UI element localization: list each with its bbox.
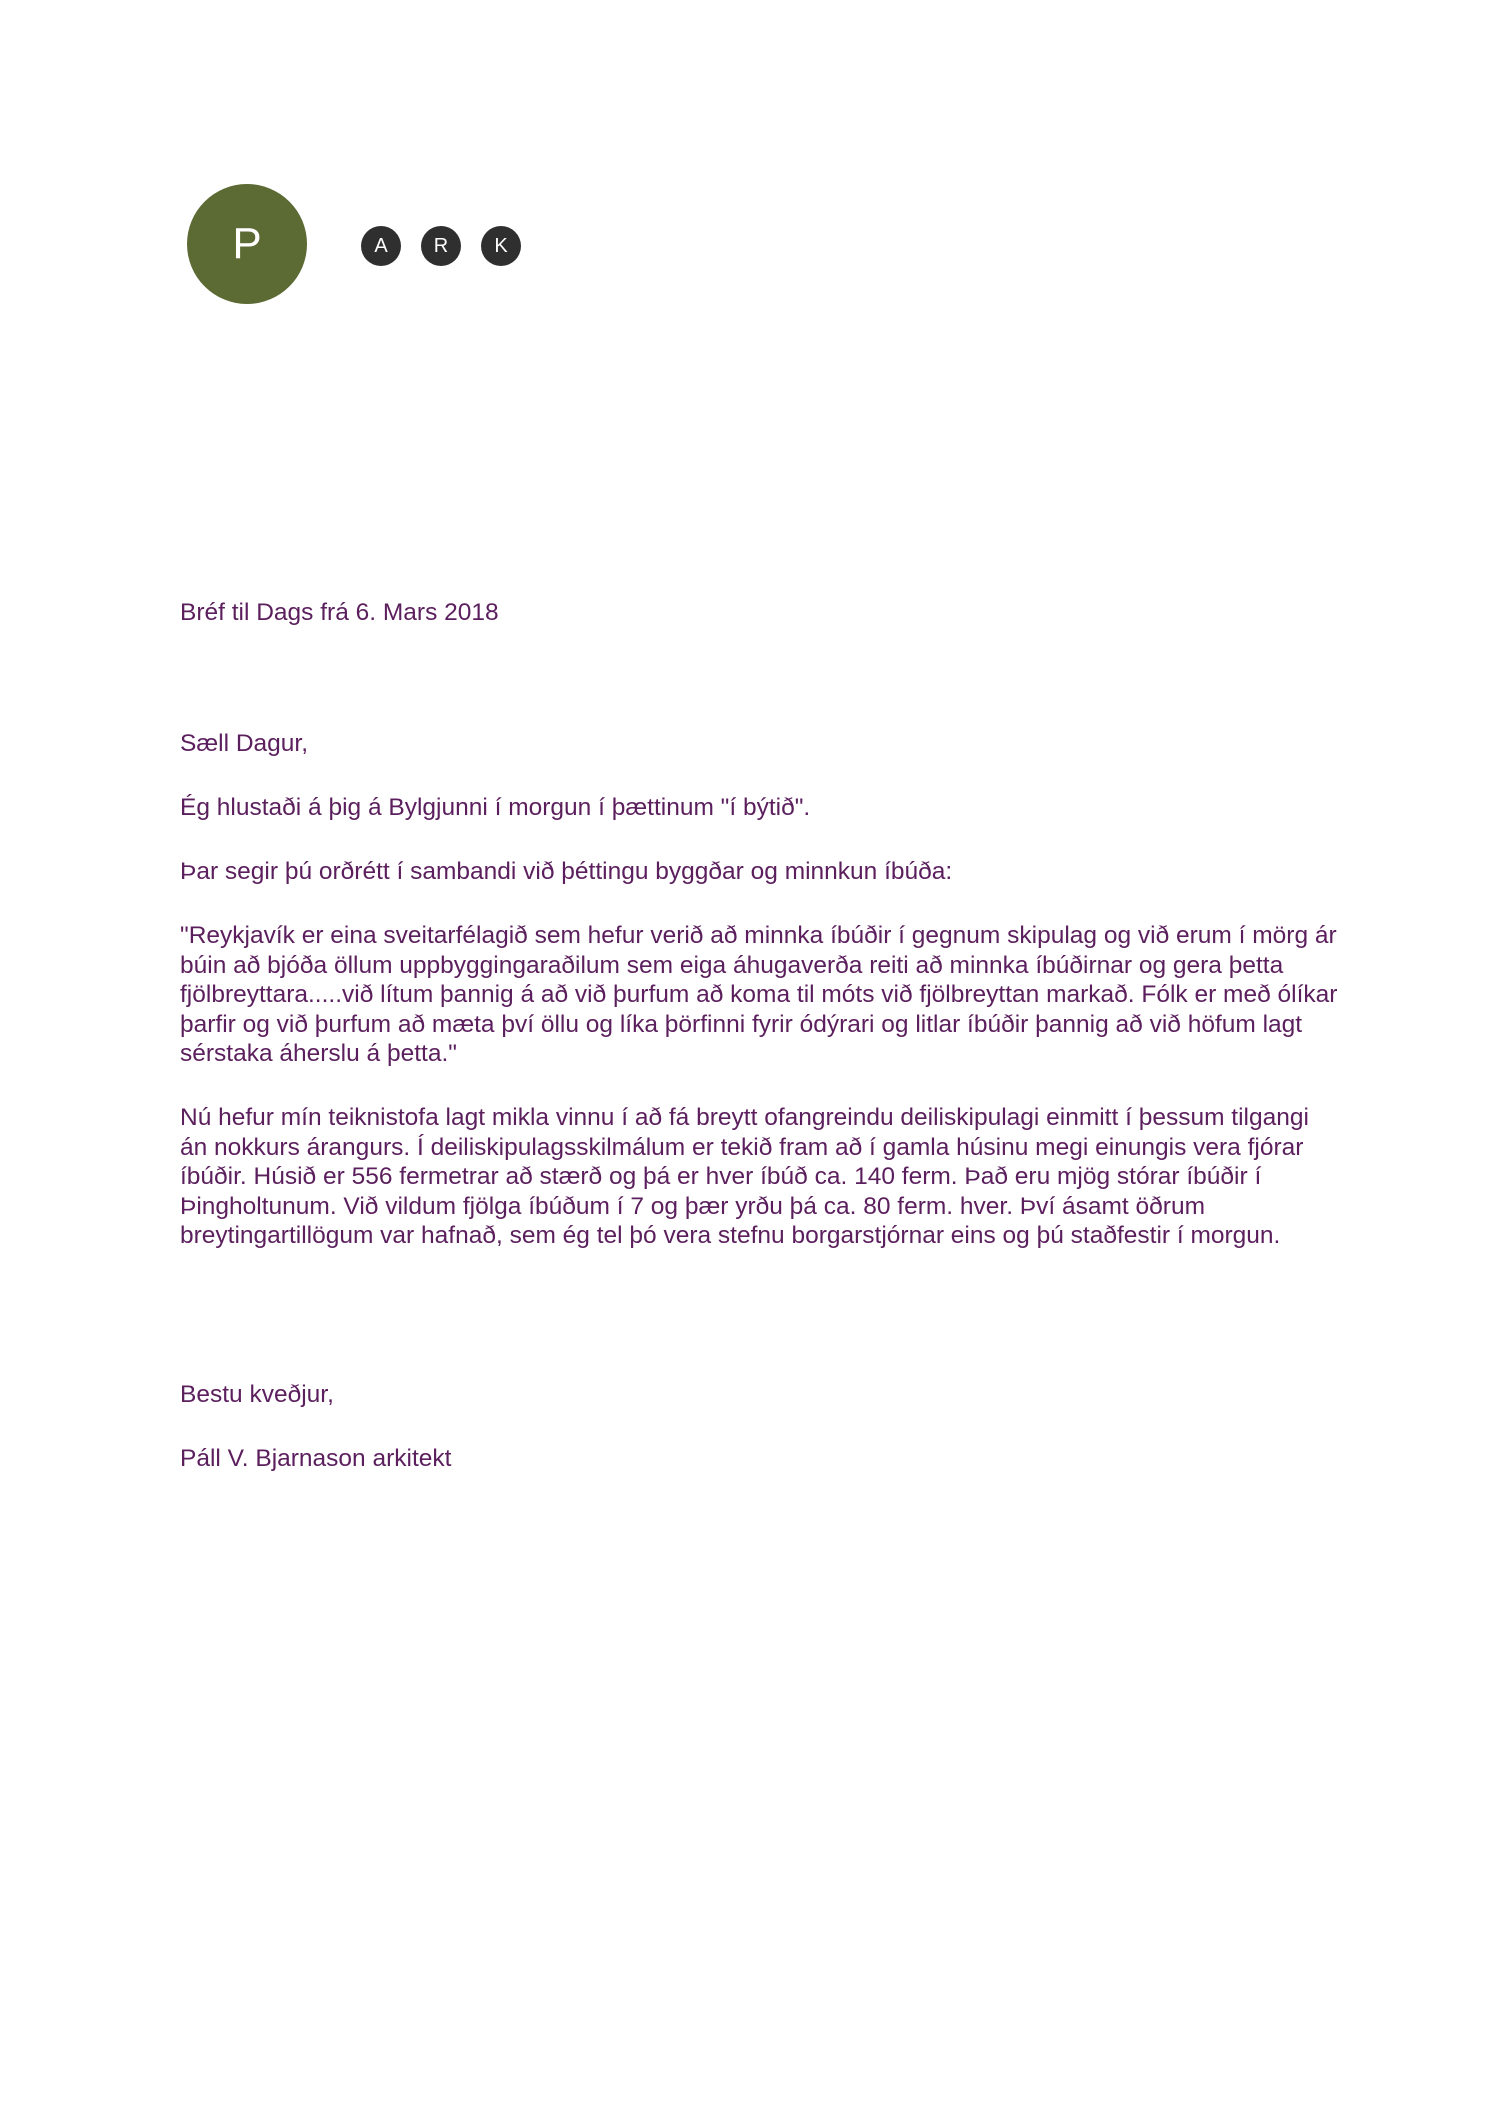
letter-signature xyxy=(180,1444,1340,1474)
closing-text: Bestu kveðjur, xyxy=(180,1381,334,1408)
letter-heading xyxy=(180,598,1340,628)
heading-text: Bréf til Dags frá 6. Mars 2018 xyxy=(180,599,499,626)
logo-a-circle: A xyxy=(361,226,401,266)
letter-closing xyxy=(180,1380,1340,1410)
quote-text: "Reykjavík er eina sveitarfélagið sem hefur verið að minnka íbúðir í gegnum skipulag og við erum í mörg ár búin að bjóða öllum uppbyggingaraðilum sem eiga áhugaverða reiti að minnka íbúðirnar og gera þetta fjölbreyttara.....við lítum þannig á að við þurfum að koma til móts við fjölbreyttan markað. Fólk er með ólíkar þarfir og við þurfum að mæta því öllu og líka þörfinni fyrir ódýrari og litlar íbúðir þannig að við höfum lagt sérstaka áherslu á þetta." xyxy=(180,922,1338,1067)
paragraph-3-text: Nú hefur mín teiknistofa lagt mikla vinnu í að fá breytt ofangreindu deiliskipulagi einmitt í þessum tilgangi án nokkurs árangurs. Í deiliskipulagsskilmálum er tekið fram að í gamla húsinu megi einungis vera fjórar íbúðir. Húsið er 556 fermetrar að stærð og þá er hver íbúð ca. 140 ferm. Það eru mjög stórar íbúðir í Þingholtunum. Við vildum fjölga íbúðum í 7 og þær yrðu þá ca. 80 ferm. hver. Því ásamt öðrum breytingartillögum var hafnað, sem ég tel þó vera stefnu borgarstjórnar eins og þú staðfestir í morgun. xyxy=(180,1104,1309,1249)
paragraph-2-text: Þar segir þú orðrétt í sambandi við þéttingu byggðar og minnkun íbúða: xyxy=(180,858,953,885)
logo-k-circle: K xyxy=(481,226,521,266)
letter-paragraph-1 xyxy=(180,793,1340,823)
letter-paragraph-2 xyxy=(180,857,1340,887)
signature-text: Páll V. Bjarnason arkitekt xyxy=(180,1445,452,1472)
letter-greeting xyxy=(180,729,1340,759)
logo-r-circle: R xyxy=(421,226,461,266)
greeting-text: Sæll Dagur, xyxy=(180,730,309,757)
letter-quote xyxy=(180,921,1340,1069)
park-logo xyxy=(187,184,527,304)
paragraph-1-text: Ég hlustaði á þig á Bylgjunni í morgun í þættinum "í býtið". xyxy=(180,794,811,821)
logo-p-circle: P xyxy=(187,184,307,304)
letter-paragraph-3 xyxy=(180,1103,1340,1251)
